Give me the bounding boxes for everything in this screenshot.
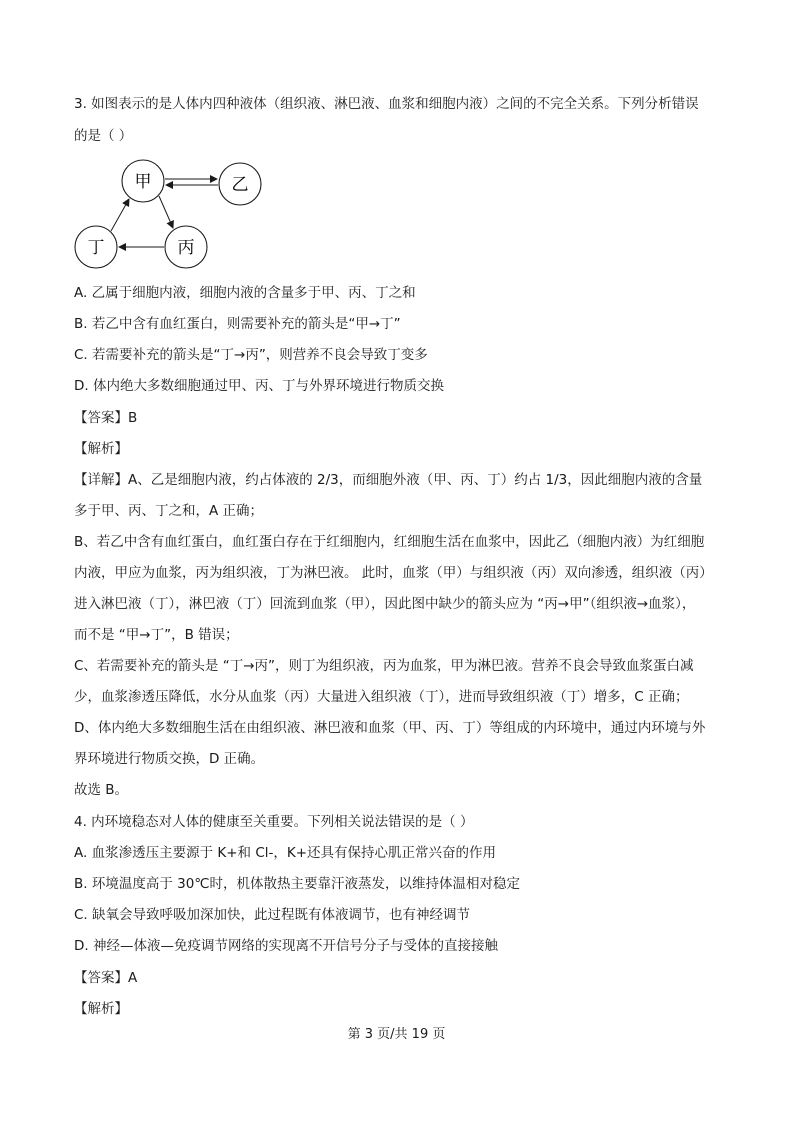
q3-detail-line: 进入淋巴液（丁），淋巴液（丁）回流到血浆（甲），因此图中缺少的箭头应为 “丙→甲”（组织液→血浆）， [74, 596, 696, 612]
node-label-bing: 丙 [177, 238, 195, 258]
q4-option-c: C. 缺氧会导致呼吸加深加快，此过程既有体液调节，也有神经调节 [74, 907, 471, 923]
q4-option-b: B. 环境温度高于 30℃时，机体散热主要靠汗液蒸发，以维持体温相对稳定 [74, 876, 520, 892]
q3-option-d: D. 体内绝大多数细胞通过甲、丙、丁与外界环境进行物质交换 [74, 378, 444, 394]
q4-option-d: D. 神经—体液—免疫调节网络的实现离不开信号分子与受体的直接接触 [74, 938, 498, 954]
q3-stem-line1: 3. 如图表示的是人体内四种液体（组织液、淋巴液、血浆和细胞内液）之间的不完全关系。下列分析错误 [74, 96, 699, 112]
q3-analysis-label: 【解析】 [74, 441, 128, 457]
q3-detail-line: 多于甲、丙、丁之和，A 正确； [74, 503, 264, 519]
q3-detail-line: 界环境进行物质交换，D 正确。 [74, 751, 265, 767]
q3-stem-line2: 的是（ ） [74, 128, 133, 144]
arrow-jia-to-bing [159, 196, 173, 228]
node-label-jia: 甲 [134, 172, 152, 192]
q3-detail-line: C、若需要补充的箭头是 “丁→丙”，则丁为组织液，丙为血浆，甲为淋巴液。营养不良会导致血浆蛋白减 [74, 658, 694, 674]
q4-stem: 4. 内环境稳态对人体的健康至关重要。下列相关说法错误的是（ ） [74, 814, 474, 830]
arrow-ding-to-jia [111, 199, 129, 231]
q3-detail-line: 少，血浆渗透压降低，水分从血浆（丙）大量进入组织液（丁），进而导致组织液（丁）增多，C 正确； [74, 689, 689, 705]
node-label-ding: 丁 [87, 238, 105, 258]
q3-detail-line: B、若乙中含有血红蛋白，血红蛋白存在于红细胞内，红细胞生活在血浆中，因此乙（细胞内液）为红细胞 [74, 534, 705, 550]
fluid-relationship-diagram [70, 155, 270, 270]
q3-detail-line: 【详解】A、乙是细胞内液，约占体液的 2/3，而细胞外液（甲、丙、丁）约占 1/3，因此细胞内液的含量 [74, 472, 703, 488]
q3-conclusion: 故选 B。 [74, 782, 129, 798]
q3-detail-line: D、体内绝大多数细胞生活在由组织液、淋巴液和血浆（甲、丙、丁）等组成的内环境中，通过内环境与外 [74, 720, 706, 736]
node-label-yi: 乙 [231, 175, 249, 195]
q4-analysis-label: 【解析】 [74, 1001, 128, 1017]
q3-option-b: B. 若乙中含有血红蛋白，则需要补充的箭头是“甲→丁” [74, 316, 401, 332]
q3-detail-line: 内液，甲应为血浆，丙为组织液，丁为淋巴液。 此时，血浆（甲）与组织液（丙）双向渗透，组织液（丙） [74, 565, 713, 581]
q3-option-c: C. 若需要补充的箭头是“丁→丙”，则营养不良会导致丁变多 [74, 347, 428, 363]
q3-answer: 【答案】B [74, 410, 138, 426]
q3-option-a: A. 乙属于细胞内液，细胞内液的含量多于甲、丙、丁之和 [74, 285, 416, 301]
page-number-footer: 第 3 页/共 19 页 [347, 1027, 446, 1042]
q4-option-a: A. 血浆渗透压主要源于 K+和 Cl-，K+还具有保持心肌正常兴奋的作用 [74, 845, 497, 861]
q4-answer: 【答案】A [74, 970, 138, 986]
q3-detail-line: 而不是 “甲→丁”，B 错误； [74, 627, 239, 643]
